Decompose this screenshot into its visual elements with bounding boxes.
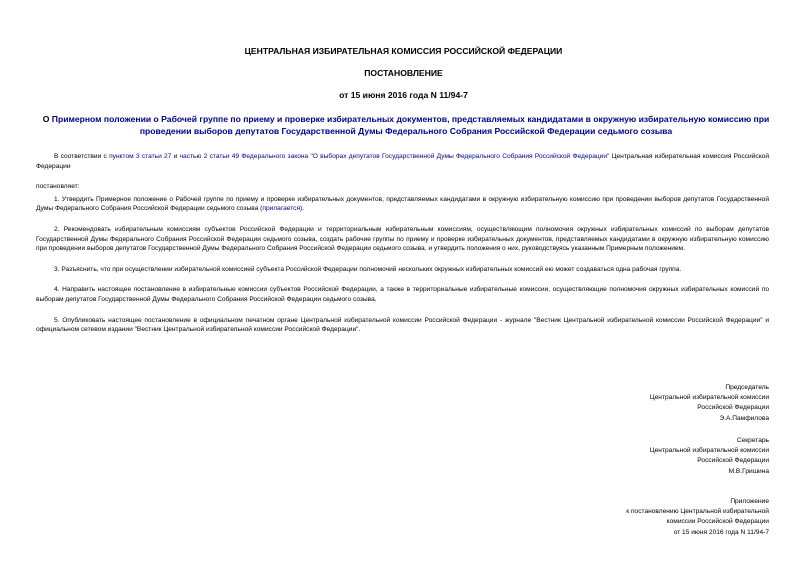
secretary-name: М.В.Гришина <box>728 467 769 475</box>
secretary-signature <box>650 436 769 477</box>
date-number-heading: от 15 июня 2016 года N 11/94-7 <box>339 90 468 100</box>
law-link-article-27[interactable]: пунктом 3 статьи 27 <box>109 153 172 160</box>
item-1-end: ). <box>300 205 305 213</box>
document-body <box>36 152 769 346</box>
appendix-line-4: от 15 июня 2016 года N 11/94-7 <box>673 528 769 536</box>
law-link-article-49[interactable]: частью 2 статьи 49 Федерального закона "О выборах депутатов Государственной Думы Федерального Собрания Российской Федерации" <box>179 153 610 160</box>
appendix-line-2: к постановлению Центральной избирательной <box>626 508 769 516</box>
intro-paragraph <box>36 152 769 171</box>
chairman-org-line-1: Центральной избирательной комиссии <box>649 394 769 402</box>
appendix-line-3: комиссии Российской Федерации <box>666 518 769 526</box>
intro-text-1: В соответствии с <box>54 153 110 160</box>
org-heading: ЦЕНТРАЛЬНАЯ ИЗБИРАТЕЛЬНАЯ КОМИССИЯ РОССИЙСКОЙ ФЕДЕРАЦИИ <box>244 46 563 56</box>
secretary-org-line-1: Центральной избирательной комиссии <box>649 447 769 455</box>
secretary-role: Секретарь <box>736 437 769 444</box>
resolves-label: постановляет: <box>36 183 80 191</box>
document-title <box>36 113 776 137</box>
doc-type-heading: ПОСТАНОВЛЕНИЕ <box>364 68 443 78</box>
item-1-text: 1. Утвердить Примерное положение о Рабочей группе по приему и проверке избирательных документов, представляемых кандидатами в окружную избирательную комиссию при проведении выборов депутатов Государственной Думы Федерального Собрания Российской Федерации седьмого созыва ( <box>36 195 769 213</box>
appendix-label: Приложение <box>730 498 769 505</box>
item-5: 5. Опубликовать настоящее постановление в официальном печатном органе Центральной избирательной комиссии Российской Федерации - журнале "Вестник Центральной избирательной комиссии Российской Федерации" и официальном сетевом издании "Вестник Центральной избирательной комиссии Российской Федерации". <box>36 316 769 334</box>
secretary-org-line-2: Российской Федерации <box>697 457 769 465</box>
title-prefix: О <box>42 114 52 124</box>
title-link[interactable]: Примерном положении о Рабочей группе по приему и проверке избирательных документов, представляемых кандидатами в окружную избирательную комиссию при проведении выборов депутатов Государственной Думы Федерального Собрания Российской Федерации седьмого созыва <box>51 114 770 136</box>
item-1 <box>36 195 769 214</box>
item-3: 3. Разъяснить, что при осуществлении избирательной комиссией субъекта Российской Федерации полномочий нескольких окружных избирательных комиссий ею может создаваться одна рабочая группа. <box>54 265 682 273</box>
intro-text-2: и <box>171 153 180 160</box>
chairman-org-line-2: Российской Федерации <box>697 404 769 412</box>
item-4: 4. Направить настоящее постановление в избирательные комиссии субъектов Российской Федерации, а также в территориальные избирательные комиссии, осуществляющие полномочия окружных избирательных комиссий по выборам депутатов Государственной Думы Федерального Собрания Российской Федерации седьмого созыва. <box>36 286 769 303</box>
appendix-link[interactable]: прилагается <box>262 205 301 213</box>
chairman-name: Э.А.Памфилова <box>719 414 769 422</box>
chairman-signature <box>650 383 769 424</box>
item-2: 2. Рекомендовать избирательным комиссиям субъектов Российской Федерации и территориальным избирательным комиссиям, осуществляющим полномочия окружных избирательных комиссий по выборам депутатов Государственной Думы Федерального Собрания Российской Федерации седьмого созыва, создать рабочие группы по приему и проверке избирательных документов, представляемых кандидатами в окружную избирательную комиссию при проведении выборов депутатов Государственной Думы Федерального Собрания Российской Федерации седьмого созыва, и утвердить положения о них, руководствуясь указанным Примерным положением. <box>36 225 769 253</box>
appendix-block <box>626 497 769 538</box>
intro-text-3: Центральная избирательная комиссия Российской Федерации <box>36 153 770 170</box>
chairman-role: Председатель <box>725 384 769 391</box>
